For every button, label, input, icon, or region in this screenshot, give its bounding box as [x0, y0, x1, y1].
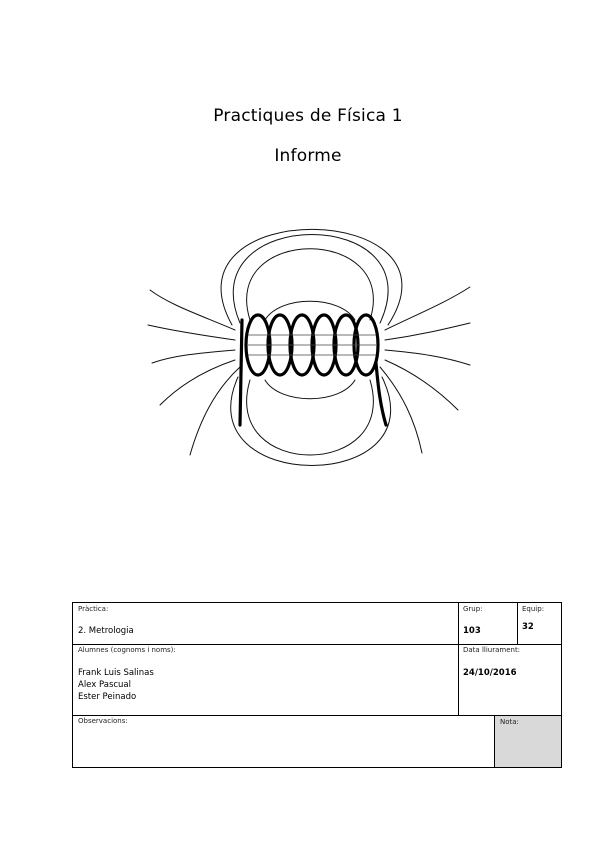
page-title: Practiques de Física 1 [213, 106, 403, 126]
data-lliurament-value: 24/10/2016 [463, 668, 517, 678]
grup-value: 103 [463, 626, 481, 636]
nota-label: Nota: [500, 718, 519, 726]
alumnes-cell [73, 644, 458, 715]
data-lliurament-label: Data lliurament: [463, 646, 521, 654]
alumne-name: Frank Luis Salinas [78, 668, 154, 678]
equip-cell [517, 603, 561, 644]
alumnes-label: Alumnes (cognoms i noms): [78, 646, 176, 654]
observacions-label: Observacions: [78, 717, 128, 725]
practica-value: 2. Metrologia [78, 626, 134, 636]
observacions-cell [73, 715, 494, 767]
equip-label: Equip: [522, 605, 545, 613]
equip-value: 32 [522, 622, 534, 632]
alumne-name: Alex Pascual [78, 680, 132, 690]
practica-cell [73, 603, 458, 644]
practica-label: Pràctica: [78, 605, 109, 613]
report-info-table [72, 602, 562, 768]
grup-label: Grup: [463, 605, 483, 613]
data-lliurament-cell [458, 644, 561, 715]
solenoid-figure [140, 195, 480, 475]
grup-cell [458, 603, 517, 644]
nota-cell [495, 716, 561, 767]
alumne-name: Ester Peinado [78, 692, 137, 702]
page-subtitle: Informe [274, 146, 342, 166]
